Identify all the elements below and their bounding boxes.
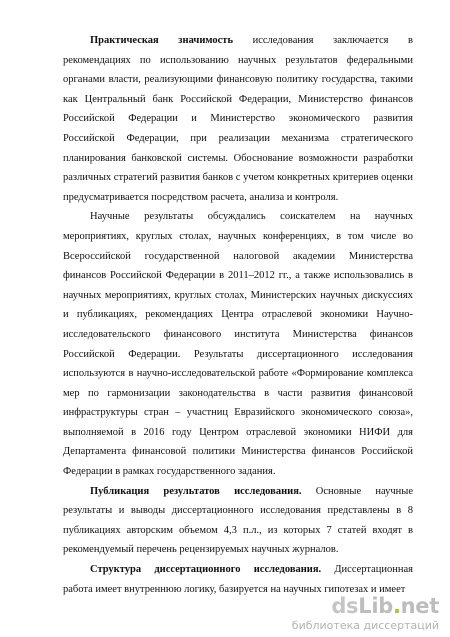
paragraph-lead: Публикация результатов исследования. [90,485,302,497]
logo-part-ds: ds [331,594,359,618]
dslib-logo [292,596,439,617]
paragraph-lead: Практическая значимость [90,35,234,46]
paragraph-text: исследования заключается в рекомендациях по использованию научных результатов федеральными органами власти, реализующими финансовую политику государства, такими как Центральный банк Российской Федерации, Министерство финансов Российской Федерации и Министерство экономического развития Российской Федерации, при реализации механизма стратегического планирования банковской системы. Обоснование возможности разработки различных стратегий развития банков с учетом конкретных критериев оценки предусматривается посредством расчета, анализа и контроля. [63,35,413,203]
paragraph-publications [63,482,413,560]
logo-part-net: net [400,594,439,618]
document-page [63,31,413,599]
paragraph-text: Основные научные результаты и выводы диссертационного исследования представлены в 8 публикациях авторским объемом 4,3 п.л., из которых 7 статей входят в рекомендуемый перечень рецензируемых научных журналов. [63,485,413,556]
paragraph-text: Научные результаты обсуждались соискателем на научных мероприятиях, круглых столах, научных конференциях, в том числе во Всероссийской государственной налоговой академии Министерства финансов Российской Федерации в 2011–2012 гг., а также использовались в научных мероприятиях, круглых столах, Министерских научных дискуссиях и публикациях, рекомендациях Центра отраслевой экономики Научно-исследовательского финансового института Министерства финансов Российской Федерации. Результаты диссертационного исследования используются в научно-исследовательской работе «Формирование комплекса мер по гармонизации законодательства в части развития финансовой инфраструктуры стран – участниц Евразийского экономического союза», выполняемой в 2016 году Центром отраслевой экономики НИФИ для Департамента финансовой политики Министерства финансов Российской Федерации в рамках государственного задания. [63,211,413,478]
watermark-tagline: библиотека диссертаций [291,619,439,632]
logo-part-lib: Lib [358,594,393,618]
paragraph-lead: Структура диссертационного исследования. [90,564,322,576]
paragraph-approbation [63,207,413,481]
logo-part-dot: . [392,594,401,618]
dslib-watermark [292,596,439,631]
paragraph-text: Диссертационная работа имеет внутреннюю логику, базируется на научных гипотезах и имеет [63,564,413,595]
paragraph-practical-significance [63,31,413,207]
